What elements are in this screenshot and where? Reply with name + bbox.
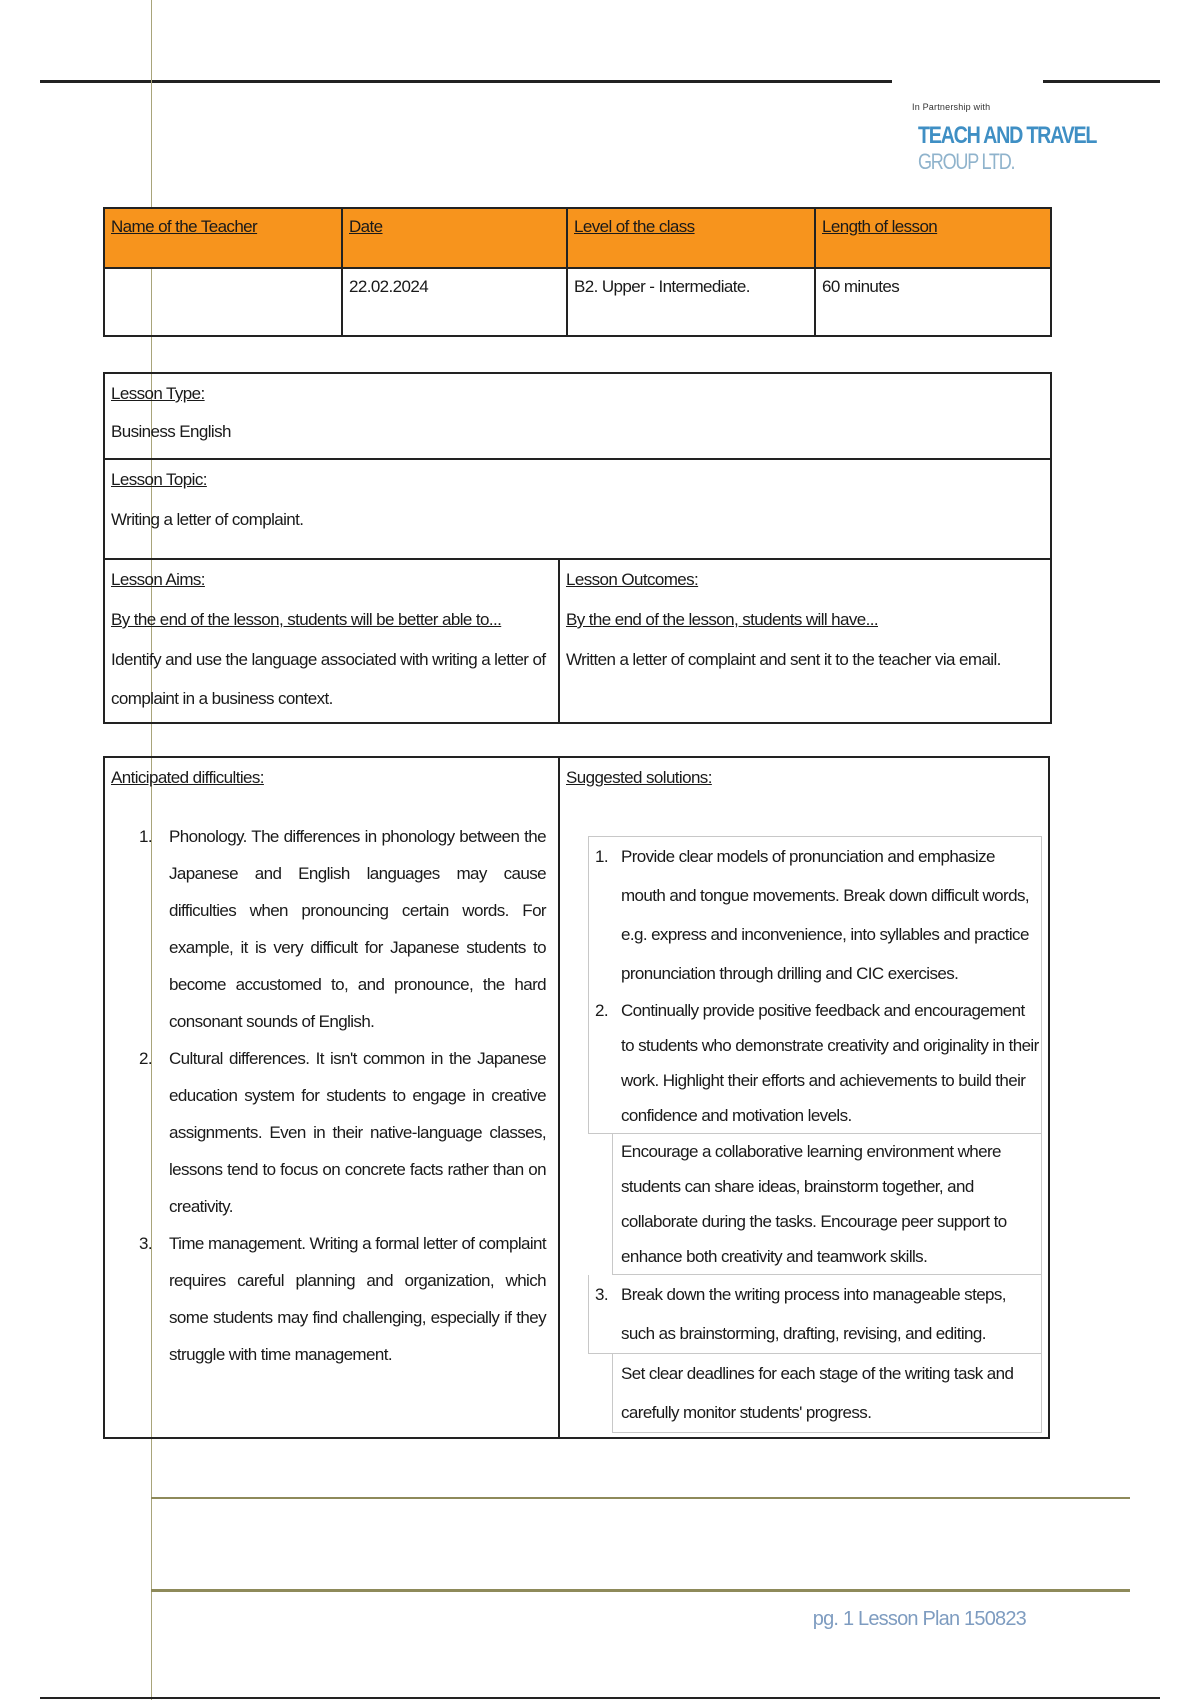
solutions-box-3-extra (612, 1354, 1042, 1433)
solutions-label: Suggested solutions: (566, 768, 712, 787)
lesson-type-value: Business English (111, 422, 231, 441)
bottom-rule (40, 1697, 1160, 1699)
solution-text: Provide clear models of pronunciation and emphasize mouth and tongue movements. Break down difficult words, e.g. express and inconvenience, into syllables and practice pronunciation through drilling and CIC exercises. (621, 847, 1029, 983)
logo-line-1: TEACH AND TRAVEL (918, 122, 1097, 149)
header-length: Length of lesson (815, 208, 1051, 268)
difficulty-item (139, 1040, 546, 1225)
difficulty-text: Time management. Writing a formal letter of complaint requires careful planning and organization, which some students may find challenging, especially if they struggle with time management. (169, 1234, 546, 1364)
lesson-aims-label: Lesson Aims: (111, 570, 205, 589)
class-info-value-row (104, 268, 1051, 336)
difficulties-list (111, 798, 552, 1373)
solution-item (589, 837, 1041, 993)
difficulty-item (139, 818, 546, 1040)
value-level: B2. Upper - Intermediate. (567, 268, 815, 336)
aims-outcomes-row (104, 559, 1051, 723)
footer-rule-top (151, 1497, 1130, 1499)
partner-prefix: In Partnership with (912, 102, 991, 112)
difficulty-number: 1. (139, 827, 152, 846)
lesson-aims-cell (104, 559, 559, 723)
logo-line-2: GROUP LTD. (918, 149, 1015, 174)
difficulty-item (139, 1225, 546, 1373)
header-teacher-name: Name of the Teacher (104, 208, 342, 268)
value-length: 60 minutes (815, 268, 1051, 336)
difficulties-solutions-table (103, 756, 1050, 1439)
lesson-type-cell (104, 373, 1051, 459)
top-rule-left (40, 80, 892, 83)
solution-number: 1. (595, 847, 608, 866)
solutions-box-3 (588, 1275, 1042, 1354)
difficulty-text: Cultural differences. It isn't common in the Japanese education system for students to engage in creative assignments. Even in their native-language classes, lessons tend to focus on concrete facts rather than on creativity. (169, 1049, 546, 1216)
lesson-outcomes-cell (559, 559, 1051, 723)
difficulties-cell (104, 757, 559, 1438)
solution-extra-text: Encourage a collaborative learning environment where students can share ideas, brainstorm together, and collaborate during the tasks. Encourage peer support to enhance both creativity and teamwork skills. (621, 1142, 1007, 1266)
solution-item (589, 1275, 1041, 1353)
lesson-topic-value: Writing a letter of complaint. (111, 510, 304, 529)
lesson-topic-row (104, 459, 1051, 559)
lesson-topic-label: Lesson Topic: (111, 470, 207, 489)
solutions-box-2-extra (612, 1134, 1042, 1275)
lesson-aims-subheading: By the end of the lesson, students will be better able to... (111, 610, 502, 629)
solutions-cell (559, 757, 1049, 1438)
difficulty-text: Phonology. The differences in phonology between the Japanese and English languages may cause difficulties when pronouncing certain words. For example, it is very difficult for Japanese students to become accustomed to, and pronounce, the hard consonant sounds of English. (169, 827, 546, 1031)
lesson-outcomes-subheading: By the end of the lesson, students will have... (566, 610, 878, 629)
solution-text: Continually provide positive feedback and encouragement to students who demonstrate creativity and originality in their work. Highlight their efforts and achievements to build their confidence and motivation levels. (621, 1001, 1039, 1125)
solution-number: 3. (595, 1285, 608, 1304)
solution-number: 2. (595, 1001, 608, 1020)
difficulties-label: Anticipated difficulties: (111, 768, 264, 787)
lesson-topic-cell (104, 459, 1051, 559)
solutions-box-1-2 (588, 836, 1042, 1134)
class-info-header-row (104, 208, 1051, 268)
lesson-aims-text: Identify and use the language associated with writing a letter of complaint in a business context. (111, 650, 546, 708)
value-teacher-name (104, 268, 342, 336)
header-level: Level of the class (567, 208, 815, 268)
page-footer: pg. 1 Lesson Plan 150823 (812, 1608, 1026, 1630)
class-info-table (103, 207, 1052, 337)
footer-rule-bottom (151, 1589, 1130, 1592)
lesson-details-table (103, 372, 1052, 724)
header-date: Date (342, 208, 567, 268)
lesson-outcomes-label: Lesson Outcomes: (566, 570, 699, 589)
solution-extra-text: Set clear deadlines for each stage of the writing task and carefully monitor students' progress. (621, 1364, 1014, 1422)
solution-text: Break down the writing process into manageable steps, such as brainstorming, drafting, revising, and editing. (621, 1285, 1006, 1343)
lesson-type-label: Lesson Type: (111, 384, 205, 403)
lesson-outcomes-text: Written a letter of complaint and sent it to the teacher via email. (566, 650, 1001, 669)
teach-and-travel-logo (918, 122, 1097, 174)
value-date: 22.02.2024 (342, 268, 567, 336)
lesson-type-row (104, 373, 1051, 459)
top-rule-right (1043, 80, 1160, 83)
difficulty-number: 3. (139, 1234, 152, 1253)
difficulties-solutions-row (104, 757, 1049, 1438)
difficulty-number: 2. (139, 1049, 152, 1068)
solution-item (589, 993, 1041, 1133)
